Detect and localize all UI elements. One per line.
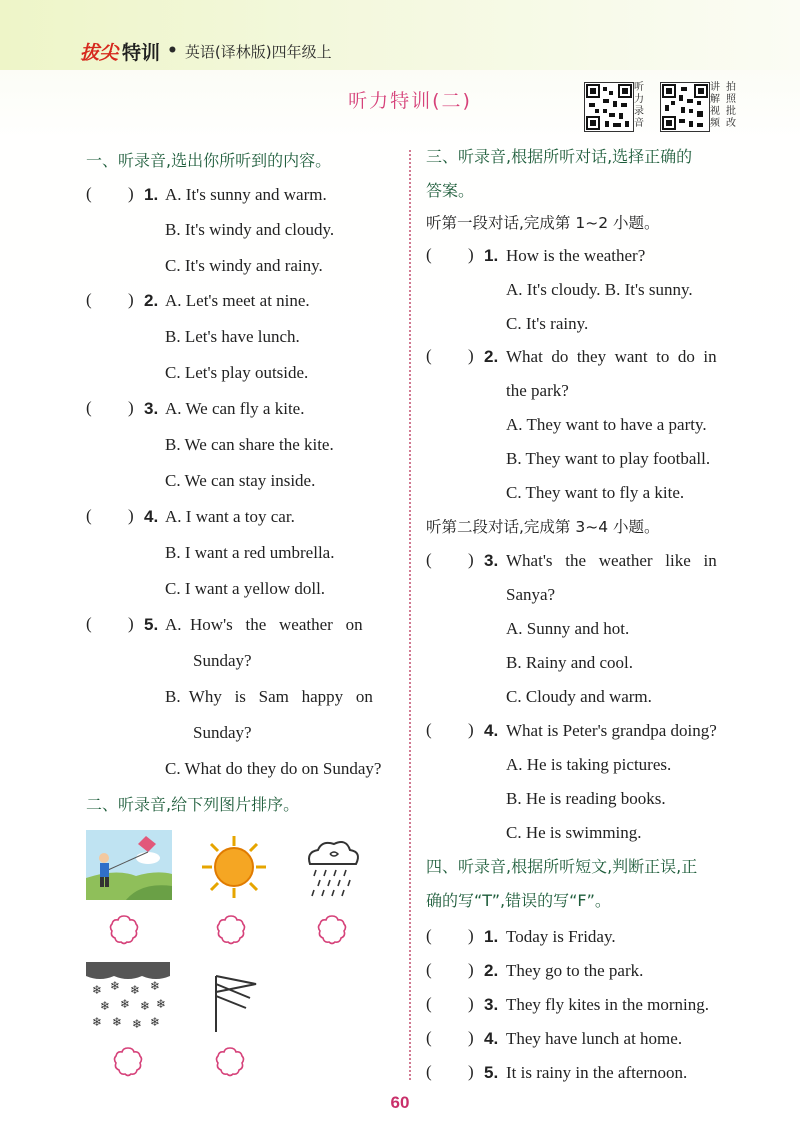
question-number: 3.: [484, 551, 499, 570]
svg-text:❄: ❄: [110, 979, 121, 993]
qr-label-photo-correct: 拍照批改: [726, 82, 736, 129]
section3-title-line2: 答案。: [426, 181, 475, 200]
svg-text:❄: ❄: [140, 999, 151, 1013]
wind-flag-picture: [206, 972, 262, 1034]
page-number: 60: [390, 1093, 410, 1112]
answer-paren-close: ): [468, 960, 474, 979]
option-b: B. Let's have lunch.: [165, 327, 300, 346]
svg-text:❄: ❄: [112, 1015, 123, 1029]
answer-paren-open: (: [86, 184, 92, 203]
svg-text:❄: ❄: [130, 983, 141, 997]
statement-text: Today is Friday.: [506, 927, 616, 946]
section4-title-line1: 四、听录音,根据所听短文,判断正误,正: [426, 857, 698, 876]
question-stem: What do they want to do in: [506, 347, 717, 366]
question-number: 2.: [144, 291, 159, 310]
svg-text:❄: ❄: [150, 979, 161, 993]
answer-paren-open: (: [86, 398, 92, 417]
question-number: 2.: [484, 961, 499, 980]
option-c: C. It's rainy.: [506, 314, 589, 333]
section4-title-line2: 确的写“T”,错误的写“F”。: [426, 891, 611, 910]
option-c: C. Let's play outside.: [165, 363, 309, 382]
option-c: C. It's windy and rainy.: [165, 256, 323, 275]
svg-text:❄: ❄: [100, 999, 111, 1013]
question-number: 3.: [484, 995, 499, 1014]
header-dot: •: [167, 41, 178, 61]
answer-paren-open: (: [426, 994, 432, 1013]
order-answer-flower[interactable]: [215, 914, 247, 946]
kite-boy-picture: [86, 830, 172, 900]
question-number: 4.: [144, 507, 159, 526]
question-number: 5.: [144, 615, 159, 634]
section3-subheading-2: 听第二段对话,完成第 3~4 小题。: [426, 518, 660, 536]
answer-paren-close: ): [128, 614, 134, 633]
section3-title-line1: 三、听录音,根据所听对话,选择正确的: [426, 147, 693, 166]
snow-picture: [86, 962, 170, 1032]
answer-paren-close: ): [468, 550, 474, 569]
answer-paren-open: (: [426, 245, 432, 264]
qr-code-audio-icon[interactable]: [584, 82, 634, 132]
option-b-continued: Sunday?: [193, 723, 252, 742]
option-a: A. We can fly a kite.: [165, 399, 305, 418]
order-answer-flower[interactable]: [214, 1046, 246, 1078]
page-title: 听力特训(二): [348, 90, 472, 112]
question-stem-continued: Sanya?: [506, 585, 556, 604]
svg-text:❄: ❄: [120, 997, 131, 1011]
answer-paren-close: ): [468, 245, 474, 264]
rain-cloud-picture: [300, 836, 364, 898]
option-a: A. They want to have a party.: [506, 415, 707, 434]
question-number: 1.: [144, 185, 159, 204]
brand-name-part1: 拔尖: [80, 41, 119, 64]
option-a: A. He is taking pictures.: [506, 755, 672, 774]
statement-text: They have lunch at home.: [506, 1029, 683, 1048]
statement-text: They fly kites in the morning.: [506, 995, 710, 1014]
answer-paren-close: ): [468, 1028, 474, 1047]
option-b: B. It's windy and cloudy.: [165, 220, 335, 239]
book-header: [80, 36, 332, 66]
option-c: C. What do they do on Sunday?: [165, 759, 382, 778]
option-b: B. Why is Sam happy on: [165, 687, 373, 706]
question-stem: What is Peter's grandpa doing?: [506, 721, 717, 740]
answer-paren-open: (: [426, 1028, 432, 1047]
svg-text:❄: ❄: [92, 1015, 103, 1029]
option-ab: A. It's cloudy. B. It's sunny.: [506, 280, 693, 299]
qr-label-audio: 听力录音: [634, 82, 644, 129]
answer-paren-open: (: [426, 720, 432, 739]
question-number: 2.: [484, 347, 499, 366]
option-b: B. They want to play football.: [506, 449, 711, 468]
svg-text:❄: ❄: [132, 1017, 143, 1031]
order-answer-flower[interactable]: [112, 1046, 144, 1078]
answer-paren-close: ): [468, 720, 474, 739]
answer-paren-close: ): [468, 1062, 474, 1081]
option-a-continued: Sunday?: [193, 651, 252, 670]
qr-code-video-icon[interactable]: [660, 82, 710, 132]
column-divider: [409, 150, 411, 1080]
answer-paren-open: (: [426, 550, 432, 569]
sun-picture: [198, 834, 270, 900]
order-answer-flower[interactable]: [108, 914, 140, 946]
option-c: C. They want to fly a kite.: [506, 483, 685, 502]
option-c: C. I want a yellow doll.: [165, 579, 326, 598]
statement-text: It is rainy in the afternoon.: [506, 1063, 688, 1082]
order-answer-flower[interactable]: [316, 914, 348, 946]
answer-paren-close: ): [468, 926, 474, 945]
svg-text:❄: ❄: [150, 1015, 161, 1029]
answer-paren-close: ): [468, 994, 474, 1013]
answer-paren-open: (: [426, 1062, 432, 1081]
subject-label: 英语(译林版)四年级上: [184, 42, 332, 61]
option-b: B. I want a red umbrella.: [165, 543, 335, 562]
answer-paren-open: (: [426, 926, 432, 945]
answer-paren-close: ): [128, 184, 134, 203]
qr-label-video: 讲解视频: [710, 82, 720, 129]
question-number: 3.: [144, 399, 159, 418]
question-number: 5.: [484, 1063, 499, 1082]
answer-paren-open: (: [426, 960, 432, 979]
option-b: B. He is reading books.: [506, 789, 666, 808]
option-a: A. Let's meet at nine.: [165, 291, 310, 310]
question-number: 1.: [484, 927, 499, 946]
option-a: A. How's the weather on: [165, 615, 363, 634]
question-number: 1.: [484, 246, 499, 265]
question-stem: How is the weather?: [506, 246, 646, 265]
option-b: B. Rainy and cool.: [506, 653, 634, 672]
option-c: C. We can stay inside.: [165, 471, 316, 490]
answer-paren-open: (: [86, 506, 92, 525]
svg-text:❄: ❄: [92, 983, 103, 997]
answer-paren-open: (: [86, 614, 92, 633]
section1-title: 一、听录音,选出你所听到的内容。: [86, 151, 332, 170]
question-number: 4.: [484, 721, 499, 740]
option-a: A. Sunny and hot.: [506, 619, 630, 638]
option-a: A. I want a toy car.: [165, 507, 295, 526]
answer-paren-open: (: [426, 346, 432, 365]
statement-text: They go to the park.: [506, 961, 644, 980]
option-c: C. Cloudy and warm.: [506, 687, 652, 706]
section3-subheading-1: 听第一段对话,完成第 1~2 小题。: [426, 214, 660, 232]
answer-paren-close: ): [128, 290, 134, 309]
option-a: A. It's sunny and warm.: [165, 185, 327, 204]
section2-title: 二、听录音,给下列图片排序。: [86, 795, 300, 814]
answer-paren-close: ): [468, 346, 474, 365]
option-c: C. He is swimming.: [506, 823, 642, 842]
question-stem-continued: the park?: [506, 381, 569, 400]
svg-text:❄: ❄: [156, 997, 167, 1011]
option-b: B. We can share the kite.: [165, 435, 334, 454]
brand-name-part2: 特训: [122, 41, 161, 64]
answer-paren-open: (: [86, 290, 92, 309]
answer-paren-close: ): [128, 398, 134, 417]
question-stem: What's the weather like in: [506, 551, 717, 570]
question-number: 4.: [484, 1029, 499, 1048]
answer-paren-close: ): [128, 506, 134, 525]
